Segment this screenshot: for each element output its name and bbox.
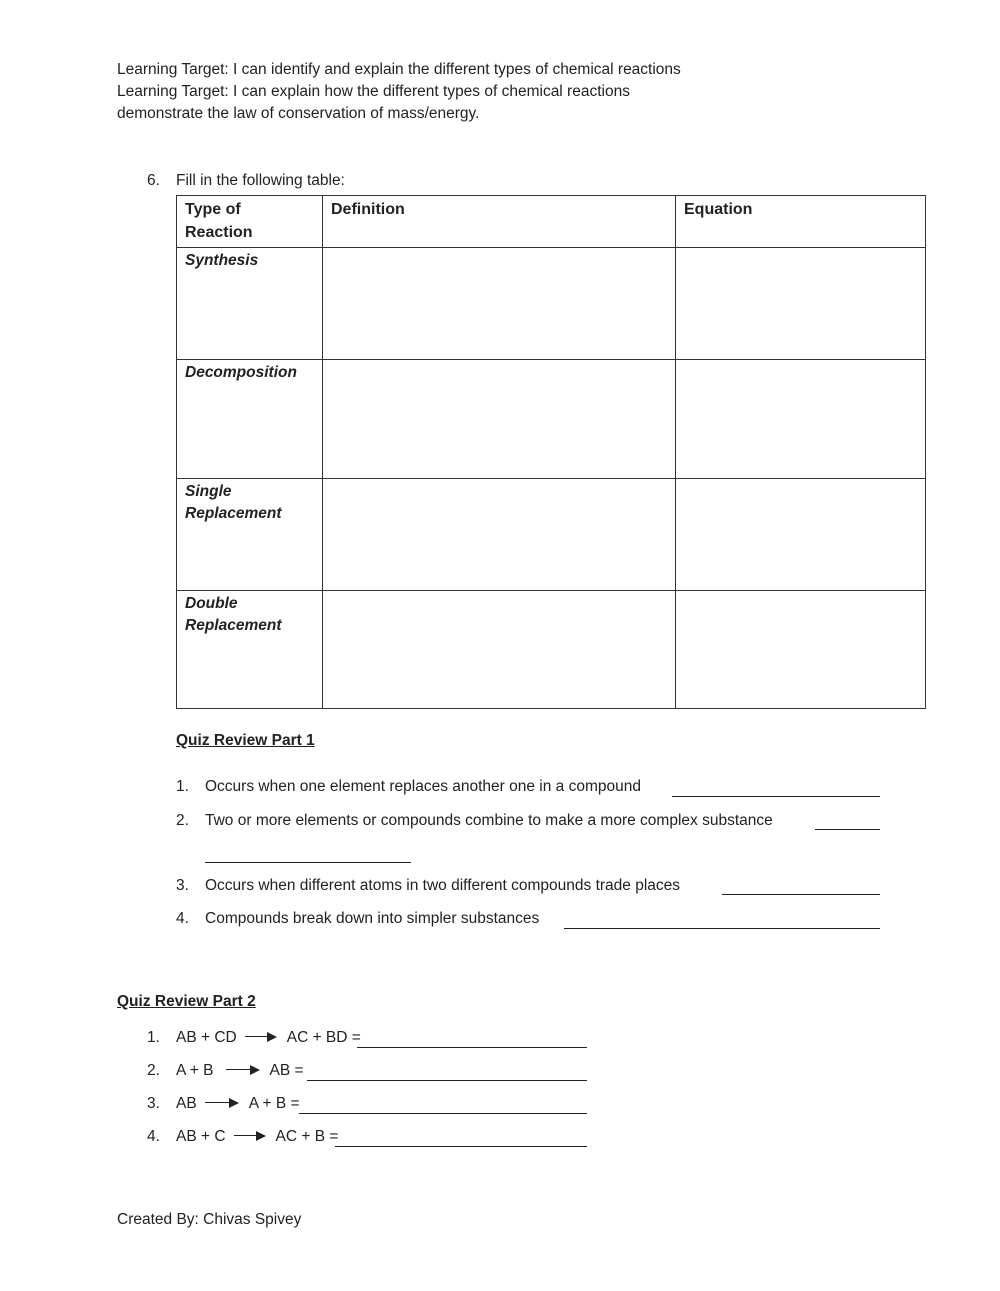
- quiz2-reactants: AB + C: [176, 1128, 226, 1145]
- right-arrow-icon: [234, 1131, 266, 1141]
- quiz1-item-1: [176, 778, 641, 800]
- quiz2-item-3: [147, 1095, 300, 1117]
- definition-cell[interactable]: [323, 479, 676, 591]
- quiz1-answer-blank-4[interactable]: [564, 928, 880, 929]
- quiz2-answer-blank-2[interactable]: [307, 1080, 587, 1081]
- quiz1-item-text: Compounds break down into simpler substances: [205, 910, 540, 927]
- table-row-single-replacement: [177, 479, 926, 591]
- quiz2-products: AB =: [269, 1062, 304, 1079]
- quiz1-item-text: Occurs when different atoms in two different compounds trade places: [205, 877, 681, 894]
- reaction-type-cell: Synthesis: [177, 248, 323, 360]
- table-row-decomposition: [177, 360, 926, 479]
- quiz2-item-4: [147, 1128, 338, 1150]
- quiz2-reactants: AB + CD: [176, 1029, 237, 1046]
- quiz2-item-number: 1.: [147, 1029, 160, 1046]
- reaction-type-cell: Double Replacement: [177, 591, 323, 709]
- quiz1-item-number: 1.: [176, 778, 189, 795]
- table-question: [147, 172, 345, 190]
- quiz2-item-number: 4.: [147, 1128, 160, 1145]
- quiz1-title: Quiz Review Part 1: [176, 732, 315, 749]
- right-arrow-icon: [226, 1065, 260, 1075]
- definition-cell[interactable]: [323, 248, 676, 360]
- learning-target-1: Learning Target: I can identify and explain the different types of chemical reactions: [117, 61, 681, 78]
- header-type-of-reaction: Type of Reaction: [177, 196, 323, 248]
- quiz2-products: A + B =: [248, 1095, 300, 1112]
- quiz1-item-text: Two or more elements or compounds combine to make a more complex substance: [205, 812, 773, 829]
- quiz2-item-1: [147, 1029, 361, 1051]
- quiz2-products: AC + B =: [275, 1128, 339, 1145]
- quiz2-title: Quiz Review Part 2: [117, 993, 256, 1010]
- quiz1-item-2: [176, 812, 773, 834]
- equation-cell[interactable]: [676, 591, 926, 709]
- quiz1-item-4: [176, 910, 539, 932]
- quiz2-answer-blank-1[interactable]: [357, 1047, 587, 1048]
- right-arrow-icon: [205, 1098, 239, 1108]
- quiz1-item-3: [176, 877, 680, 899]
- equation-cell[interactable]: [676, 360, 926, 479]
- quiz2-item-2: [147, 1062, 304, 1084]
- table-question-number: 6.: [147, 172, 160, 189]
- quiz1-item-number: 3.: [176, 877, 189, 894]
- quiz1-answer-blank-2b[interactable]: [205, 862, 411, 863]
- quiz2-item-number: 2.: [147, 1062, 160, 1079]
- quiz1-item-number: 2.: [176, 812, 189, 829]
- reaction-type-cell: Decomposition: [177, 360, 323, 479]
- quiz1-item-number: 4.: [176, 910, 189, 927]
- quiz1-answer-blank-3[interactable]: [722, 894, 880, 895]
- quiz2-answer-blank-3[interactable]: [299, 1113, 587, 1114]
- table-row-double-replacement: [177, 591, 926, 709]
- quiz2-item-number: 3.: [147, 1095, 160, 1112]
- learning-target-2: Learning Target: I can explain how the different types of chemical reactions: [117, 83, 630, 100]
- quiz1-item-text: Occurs when one element replaces another one in a compound: [205, 778, 641, 795]
- reaction-type-cell: Single Replacement: [177, 479, 323, 591]
- definition-cell[interactable]: [323, 591, 676, 709]
- equation-cell[interactable]: [676, 248, 926, 360]
- quiz1-answer-blank-1[interactable]: [672, 796, 880, 797]
- quiz2-reactants: AB: [176, 1095, 197, 1112]
- header-equation: Equation: [676, 196, 926, 248]
- table-question-text: Fill in the following table:: [176, 172, 345, 189]
- author-credit: Created By: Chivas Spivey: [117, 1211, 302, 1228]
- equation-cell[interactable]: [676, 479, 926, 591]
- quiz2-reactants: A + B: [176, 1062, 214, 1079]
- quiz2-answer-blank-4[interactable]: [335, 1146, 587, 1147]
- header-definition: Definition: [323, 196, 676, 248]
- reaction-types-table: [176, 195, 926, 709]
- right-arrow-icon: [245, 1032, 277, 1042]
- quiz1-answer-blank-2a[interactable]: [815, 829, 880, 830]
- table-header-row: [177, 196, 926, 248]
- definition-cell[interactable]: [323, 360, 676, 479]
- quiz2-products: AC + BD =: [286, 1029, 361, 1046]
- table-row-synthesis: [177, 248, 926, 360]
- learning-target-2-continued: demonstrate the law of conservation of mass/energy.: [117, 105, 480, 122]
